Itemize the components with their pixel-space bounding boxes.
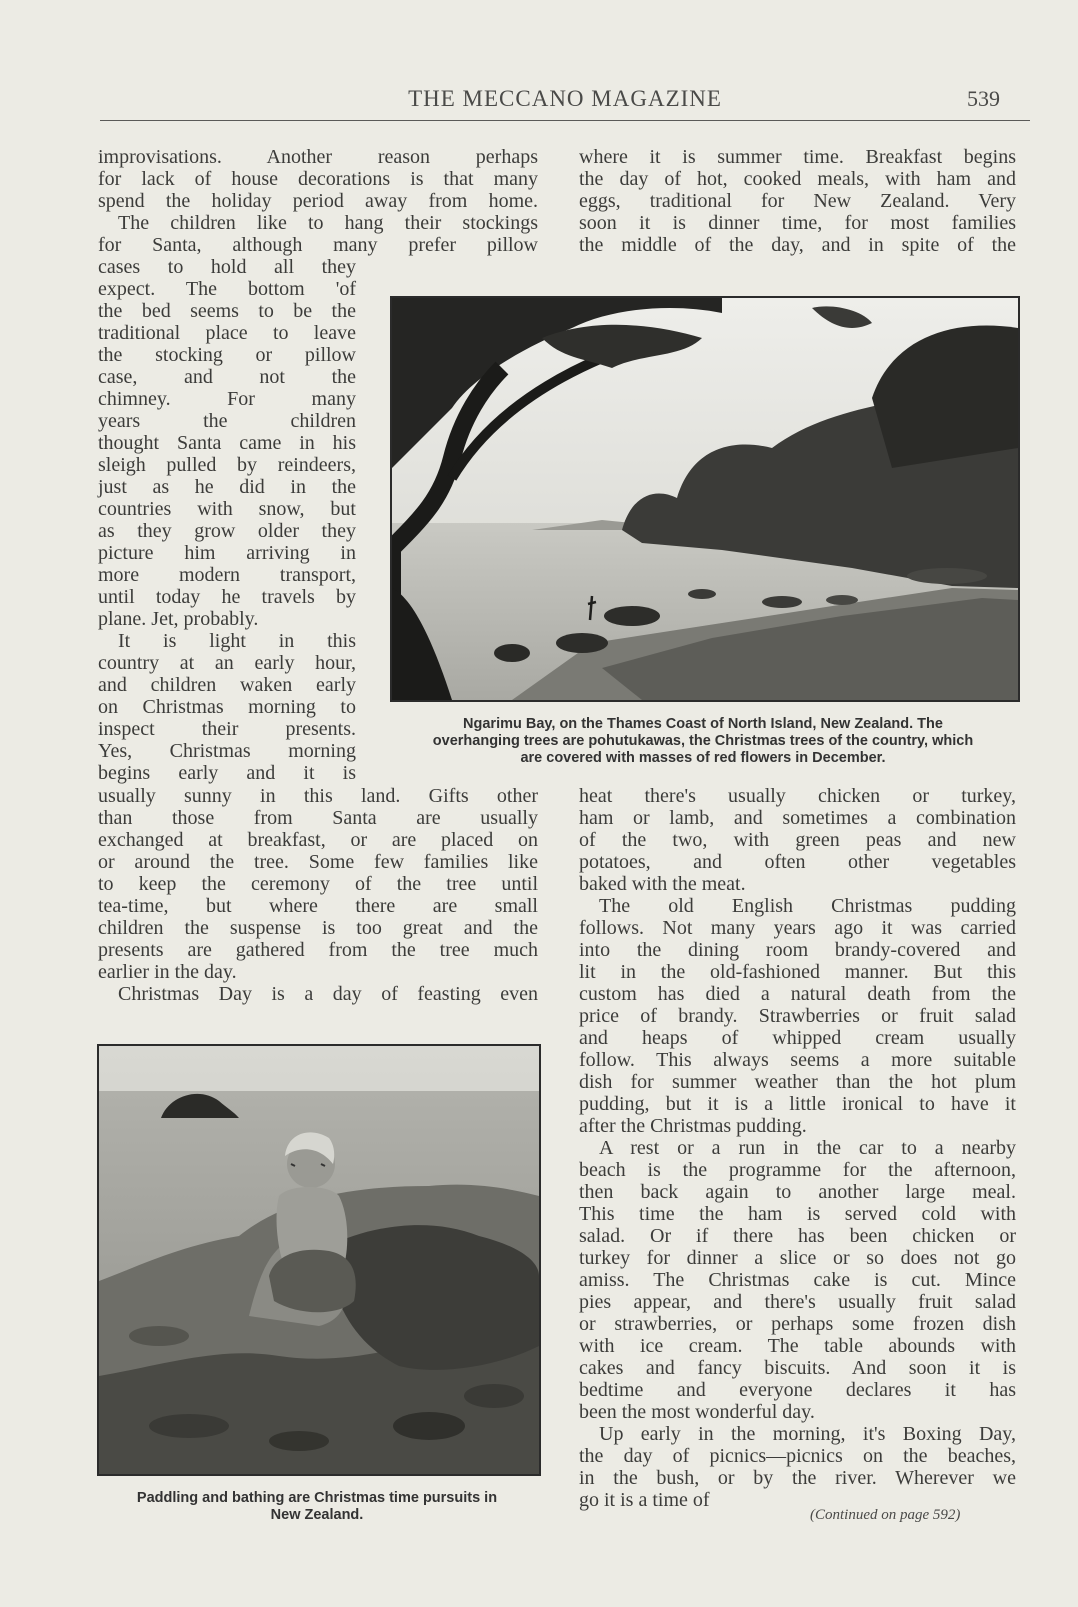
text-line: dish for summer weather than the hot plum	[579, 1071, 1016, 1093]
text-line: tea-time, but where there are small	[98, 895, 538, 917]
text-line: salad. Or if there has been chicken or	[579, 1225, 1016, 1247]
text-line: chimney. For many	[98, 388, 356, 410]
beach-child-image	[99, 1046, 539, 1474]
text-line: inspect their presents.	[98, 718, 356, 740]
text-line: or around the tree. Some few families like	[98, 851, 538, 873]
text-line: picture him arriving in	[98, 542, 356, 564]
text-line: countries with snow, but	[98, 498, 356, 520]
text-line: case, and not the	[98, 366, 356, 388]
child-on-rocks-photo	[97, 1044, 541, 1476]
text-line: or strawberries, or perhaps some frozen dish	[579, 1313, 1016, 1335]
text-line: to keep the ceremony of the tree until	[98, 873, 538, 895]
text-line: in the bush, or by the river. Wherever we	[579, 1467, 1016, 1489]
text-line: Christmas Day is a day of feasting even	[118, 983, 538, 1005]
bottom-photo-caption	[92, 1490, 542, 1524]
text-line: begins early and it is	[98, 762, 356, 784]
text-line: This time the ham is served cold with	[579, 1203, 1016, 1225]
text-line: plane. Jet, probably.	[98, 608, 259, 630]
text-line: pies appear, and there's usually fruit salad	[579, 1291, 1016, 1313]
magazine-title: THE MECCANO MAGAZINE	[408, 86, 722, 111]
text-line: for lack of house decorations is that many	[98, 168, 538, 190]
text-line: lit in the old-fashioned manner. But this	[579, 961, 1016, 983]
page-header	[100, 84, 1030, 121]
text-line: heat there's usually chicken or turkey,	[579, 785, 1016, 807]
caption-line: Paddling and bathing are Christmas time pursuits in	[136, 1490, 498, 1506]
text-line: the day of picnics—picnics on the beaches,	[579, 1445, 1016, 1467]
text-line: A rest or a run in the car to a nearby	[599, 1137, 1016, 1159]
text-line: bedtime and everyone declares it has	[579, 1379, 1016, 1401]
text-line: pudding, but it is a little ironical to have it	[579, 1093, 1016, 1115]
text-line: go it is a time of	[579, 1489, 710, 1511]
text-line: baked with the meat.	[579, 873, 746, 895]
caption-line: New Zealand.	[270, 1507, 364, 1523]
text-line: follow. This always seems a more suitable	[579, 1049, 1016, 1071]
text-line: improvisations. Another reason perhaps	[98, 146, 538, 168]
text-line: years the children	[98, 410, 356, 432]
ngarimu-bay-photo	[390, 296, 1020, 702]
text-line: with ice cream. The table abounds with	[579, 1335, 1016, 1357]
text-line: country at an early hour,	[98, 652, 356, 674]
text-line: Yes, Christmas morning	[98, 740, 356, 762]
text-line: been the most wonderful day.	[579, 1401, 815, 1423]
text-line: eggs, traditional for New Zealand. Very	[579, 190, 1016, 212]
text-line: traditional place to leave	[98, 322, 356, 344]
text-line: for Santa, although many prefer pillow	[98, 234, 538, 256]
text-line: more modern transport,	[98, 564, 356, 586]
text-line: just as he did in the	[98, 476, 356, 498]
text-line: where it is summer time. Breakfast begins	[579, 146, 1016, 168]
top-photo-caption	[390, 716, 1016, 767]
text-line: thought Santa came in his	[98, 432, 356, 454]
text-line: into the dining room brandy-covered and	[579, 939, 1016, 961]
text-line: usually sunny in this land. Gifts other	[98, 785, 538, 807]
text-line: and heaps of whipped cream usually	[579, 1027, 1016, 1049]
text-line: follows. Not many years ago it was carried	[579, 917, 1016, 939]
text-line: and children waken early	[98, 674, 356, 696]
text-line: exchanged at breakfast, or are placed on	[98, 829, 538, 851]
text-line: on Christmas morning to	[98, 696, 356, 718]
continued-note: (Continued on page 592)	[810, 1507, 961, 1523]
text-line: the middle of the day, and in spite of the	[579, 234, 1016, 256]
caption-line: Ngarimu Bay, on the Thames Coast of North Island, New Zealand. The	[463, 716, 943, 732]
text-line: as they grow older they	[98, 520, 356, 542]
text-line: custom has died a natural death from the	[579, 983, 1016, 1005]
text-line: The children like to hang their stockings	[118, 212, 538, 234]
caption-line: are covered with masses of red flowers in December.	[520, 750, 886, 766]
text-line: cases to hold all they	[98, 256, 356, 278]
text-line: ham or lamb, and sometimes a combination	[579, 807, 1016, 829]
text-line: The old English Christmas pudding	[599, 895, 1016, 917]
text-line: beach is the programme for the afternoon,	[579, 1159, 1016, 1181]
text-line: earlier in the day.	[98, 961, 237, 983]
caption-line: overhanging trees are pohutukawas, the Christmas trees of the country, which	[432, 733, 974, 749]
text-line: the stocking or pillow	[98, 344, 356, 366]
text-line: spend the holiday period away from home.	[98, 190, 538, 212]
text-line: after the Christmas pudding.	[579, 1115, 807, 1137]
text-line: soon it is dinner time, for most families	[579, 212, 1016, 234]
text-line: sleigh pulled by reindeers,	[98, 454, 356, 476]
bay-scene-image	[392, 298, 1018, 700]
text-line: of the two, with green peas and new	[579, 829, 1016, 851]
text-line: turkey for dinner a slice or so does not go	[579, 1247, 1016, 1269]
text-line: It is light in this	[118, 630, 356, 652]
page-number: 539	[967, 86, 1000, 111]
text-line: expect. The bottom 'of	[98, 278, 356, 300]
text-line: potatoes, and often other vegetables	[579, 851, 1016, 873]
text-line: presents are gathered from the tree much	[98, 939, 538, 961]
text-line: cakes and fancy biscuits. And soon it is	[579, 1357, 1016, 1379]
text-line: until today he travels by	[98, 586, 356, 608]
text-line: than those from Santa are usually	[98, 807, 538, 829]
text-line: then back again to another large meal.	[579, 1181, 1016, 1203]
text-line: Up early in the morning, it's Boxing Day,	[599, 1423, 1016, 1445]
text-line: children the suspense is too great and the	[98, 917, 538, 939]
text-line: the bed seems to be the	[98, 300, 356, 322]
text-line: amiss. The Christmas cake is cut. Mince	[579, 1269, 1016, 1291]
text-line: price of brandy. Strawberries or fruit salad	[579, 1005, 1016, 1027]
text-line: the day of hot, cooked meals, with ham and	[579, 168, 1016, 190]
